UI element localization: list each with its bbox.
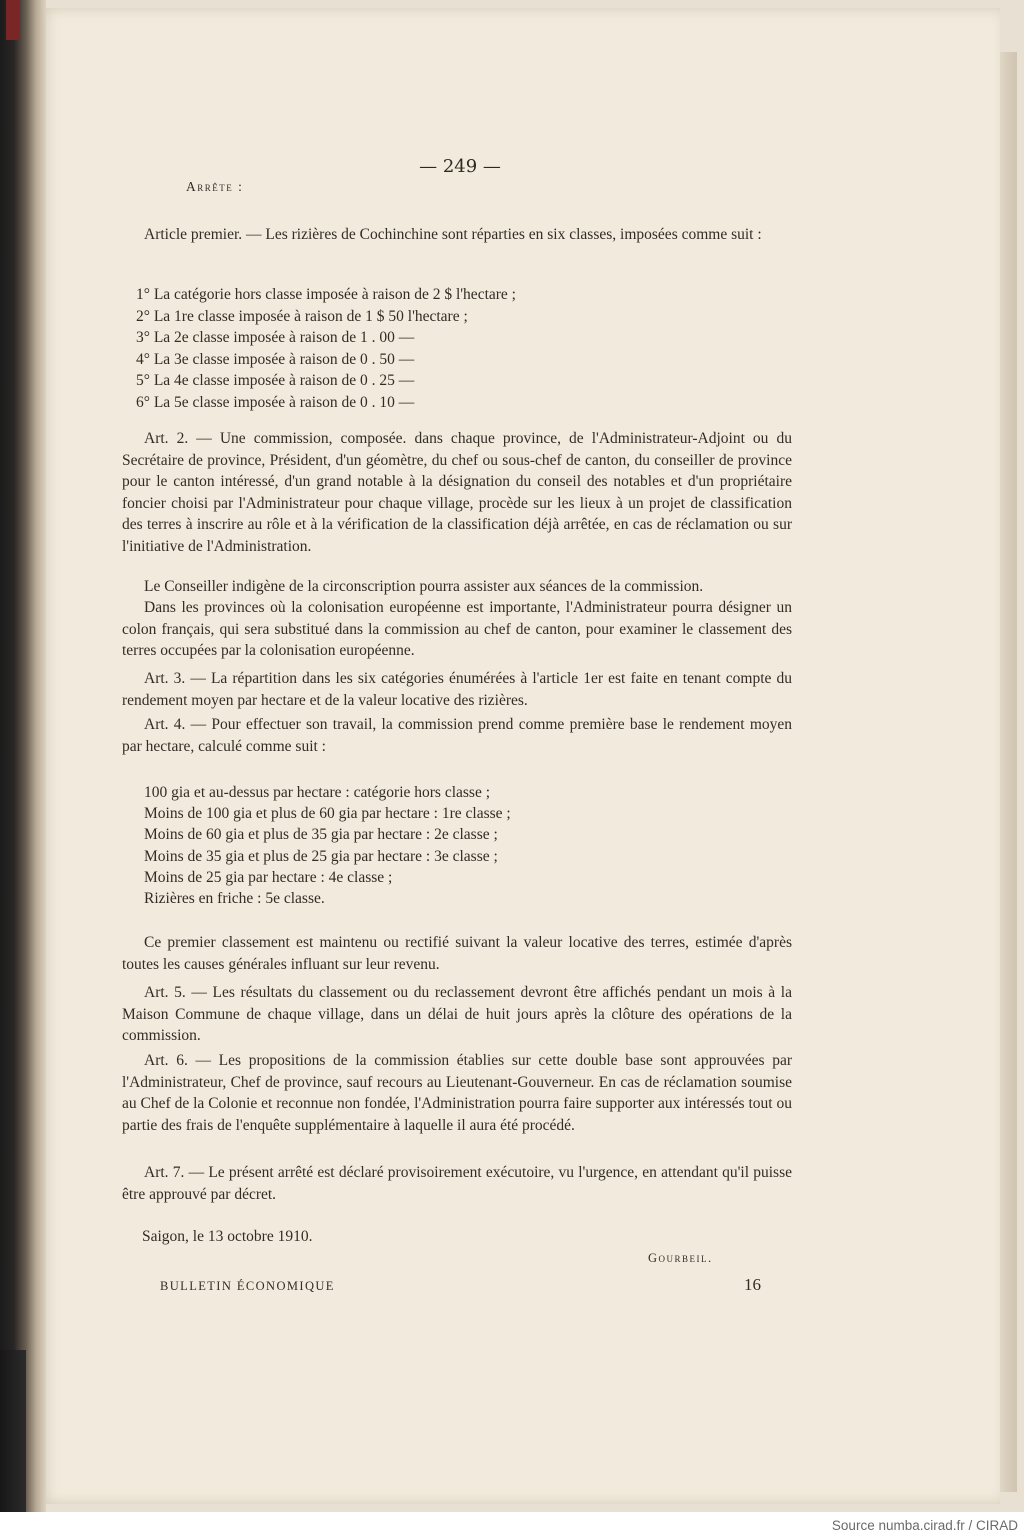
list-item: 100 gia et au-dessus par hectare : catégorie hors classe ; [144,784,491,801]
yield-grade-list [144,782,511,909]
list-item: Moins de 35 gia et plus de 25 gia par hectare : 3e classe ; [144,847,498,865]
article-3: Art. 3. — La répartition dans les six catégories énumérées à l'article 1er est faite en tenant compte du rendement moyen par hectare et de la valeur locative des rizières. [122,670,792,709]
article-7: Art. 7. — Le présent arrêté est déclaré provisoirement exécutoire, vu l'urgence, en attendant qu'il puisse être approuvé par décret. [122,1164,792,1203]
article-4-intro: Art. 4. — Pour effectuer son travail, la commission prend comme première base le rendement moyen par hectare, calculé comme suit : [122,716,792,755]
list-item: 2° La 1re classe imposée à raison de 1 $ 50 l'hectare ; [136,307,468,325]
list-item: Moins de 60 gia et plus de 35 gia par hectare : 2e classe ; [144,826,498,844]
list-item: Moins de 100 gia et plus de 60 gia par hectare : 1re classe ; [144,805,511,823]
list-item: 3° La 2e classe imposée à raison de 1 . 00 — [136,329,415,347]
list-item: Rizières en friche : 5e classe. [144,889,325,907]
article-4-outro: Ce premier classement est maintenu ou rectifié suivant la valeur locative des terres, estimée d'après toutes les causes générales influant sur leur revenu. [122,934,792,973]
signature-date: Saigon, le 13 octobre 1910. [142,1228,313,1245]
page-number: — 249 — [419,156,501,177]
source-credit: Source numba.cirad.fr / CIRAD [831,1518,1018,1533]
article-2-p3: Dans les provinces où la colonisation européenne est importante, l'Administrateur pourra désigner un colon français, qui sera substitué dans la commission au chef de canton, pour examiner le classement des terres occupées par la colonisation européenne. [122,599,792,660]
binding-ribbon [6,0,20,40]
article-1-intro: Article premier. — Les rizières de Cochinchine sont réparties en six classes, imposées comme suit : [144,226,762,243]
footer-bulletin-title: BULLETIN ÉCONOMIQUE [160,1279,335,1293]
footer-sheet-number: 16 [744,1275,761,1294]
signature-name: Gourbeil. [648,1251,713,1265]
list-item: Moins de 25 gia par hectare : 4e classe ; [144,868,393,886]
tax-class-list [136,284,516,414]
article-5: Art. 5. — Les résultats du classement ou du reclassement devront être affichés pendant un mois à la Maison Commune de chaque village, dans un délai de huit jours après la clôture des opérations de la commission. [122,984,792,1045]
book-binding [0,0,46,1512]
list-item: 4° La 3e classe imposée à raison de 0 . 50 — [136,350,415,368]
binding-cover [0,1350,26,1512]
article-2-p1: Art. 2. — Une commission, composée. dans chaque province, de l'Administrateur-Adjoint ou du Secrétaire de province, Président, d'un géomètre, du chef ou sous-chef de canton, du conseiller de province pour le canton intéressé, d'un grand notable à la désignation du conseil des notables et d'un propriétaire foncier choisi par l'Administrateur pour chaque village, procède sur les lieux à un projet de classification des terres à inscrire au rôle et à la vérification de la classification déjà arrêtée, en cas de réclamation ou sur l'initiative de l'Administration. [122,430,792,555]
article-6: Art. 6. — Les propositions de la commission établies sur cette double base sont approuvées par l'Administrateur, Chef de province, sauf recours au Lieutenant-Gouverneur. En cas de réclamation soumise au Chef de la Colonie et reconnue non fondée, l'Administration pourra faire supporter aux intéressés tout ou partie des frais de l'enquête supplémentaire à laquelle il aura été procédé. [122,1052,792,1134]
list-item: 6° La 5e classe imposée à raison de 0 . 10 — [136,393,415,411]
list-item: 1° La catégorie hors classe imposée à raison de 2 $ l'hectare ; [136,286,516,303]
article-2-p2: Le Conseiller indigène de la circonscription pourra assister aux séances de la commission. [144,578,704,595]
arrete-heading: Arrête : [186,179,244,194]
list-item: 5° La 4e classe imposée à raison de 0 . 25 — [136,372,415,390]
